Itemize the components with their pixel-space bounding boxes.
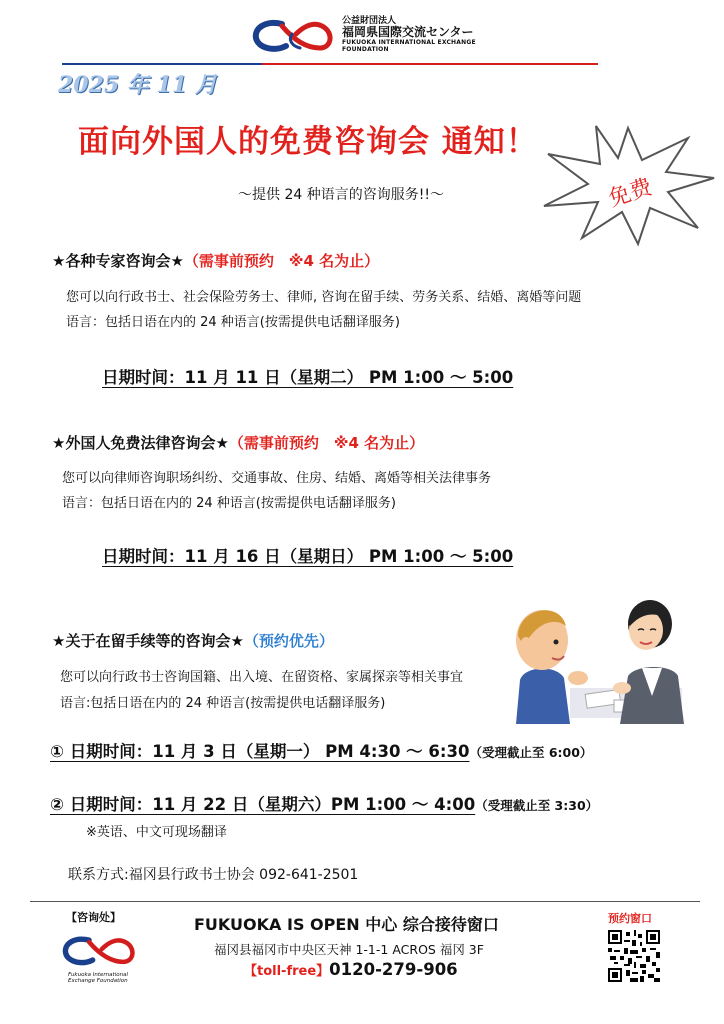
reservation-qr-code[interactable] [608, 930, 660, 982]
section-residence-datetime-2: ② 日期时间：11 月 22 日（星期六）PM 1:00 ～ 4:00 [50, 795, 476, 814]
section-residence-title: ★关于在留手续等的咨询会★ [52, 632, 244, 650]
center-phone [244, 960, 458, 979]
section-residence-heading [52, 630, 334, 651]
section-legal-desc: 您可以向律师咨询职场纠纷、交通事故、住房、结婚、离婚等相关法律事务 [62, 471, 492, 486]
footer-logo-text-2: Exchange Foundation [68, 978, 128, 985]
section-expert-lang: 语言：包括日语在内的 24 种语言(按需提供电话翻译服务) [66, 315, 400, 330]
section-legal-datetime: 日期时间：11 月 16 日（星期日） PM 1:00 ～ 5:00 [102, 547, 514, 566]
center-name: FUKUOKA IS OPEN 中心 综合接待窗口 [194, 915, 499, 934]
free-badge-label: 免费 [605, 174, 656, 213]
section-residence-datetime-1: ① 日期时间：11 月 3 日（星期一） PM 4:30 ～ 6:30 [50, 742, 470, 761]
foundation-logo-mark-icon [252, 18, 334, 54]
section-residence-lang: 语言:包括日语在内的 24 种语言(按需提供电话翻译服务) [60, 696, 386, 711]
section-residence-desc: 您可以向行政书士咨询国籍、出入境、在留资格、家属探亲等相关事宜 [60, 670, 464, 685]
org-type: 公益財団法人 [342, 16, 397, 26]
section-expert-title: ★各种专家咨询会★ [52, 252, 184, 270]
org-name: 福岡県国際交流センター [342, 25, 474, 40]
section-residence-deadline-2: （受理截止至 3:30） [475, 798, 599, 813]
free-badge [538, 120, 718, 250]
center-address: 福冈县福冈市中央区天神 1-1-1 ACROS 福冈 3F [214, 942, 484, 957]
footer-logo-text-1: Fukuoka International [68, 972, 128, 978]
inquiry-label: 【咨询处】 [66, 911, 121, 924]
section-expert-datetime: 日期时间：11 月 11 日（星期二） PM 1:00 ～ 5:00 [102, 368, 514, 387]
consultation-illustration [516, 596, 684, 724]
section-legal-note: （需事前预约 ※4 名为止） [228, 434, 425, 452]
section-legal-heading [52, 432, 424, 453]
footer-logo-mark-icon [62, 934, 136, 968]
page-title: 面向外国人的免费咨询会 通知！ [78, 124, 538, 160]
phone-number: 0120-279-906 [329, 960, 458, 979]
contact-info: 联系方式:福冈县行政书士协会 092-641-2501 [68, 867, 359, 883]
org-name-en: FUKUOKA INTERNATIONAL EXCHANGE FOUNDATION [342, 39, 476, 54]
foundation-logo [252, 16, 482, 58]
section-expert-heading [52, 250, 379, 271]
header-divider [62, 63, 598, 65]
section-residence-remark: ※英语、中文可现场翻译 [86, 825, 227, 840]
section-residence-date-1 [50, 738, 592, 762]
toll-free-label: 【toll-free】 [244, 964, 330, 979]
section-residence-deadline-1: （受理截止至 6:00） [469, 745, 593, 760]
footer-logo [62, 934, 136, 985]
section-residence-note: （预约优先） [243, 632, 334, 650]
section-expert-desc: 您可以向行政书士、社会保险劳务士、律师, 咨询在留手续、劳务关系、结婚、离婚等问题 [66, 290, 582, 305]
section-legal-lang: 语言：包括日语在内的 24 种语言(按需提供电话翻译服务) [62, 496, 396, 511]
footer-logo-text [68, 972, 136, 984]
footer-divider [30, 901, 700, 902]
section-expert-note: （需事前预约 ※4 名为止） [183, 252, 380, 270]
section-legal-title: ★外国人免费法律咨询会★ [52, 434, 229, 452]
reservation-label: 预约窗口 [608, 912, 652, 925]
page-subtitle: ～提供 24 种语言的咨询服务!!～ [238, 187, 444, 203]
section-residence-date-2 [50, 791, 598, 815]
issue-date: 2025 年 11 月 [58, 72, 217, 98]
